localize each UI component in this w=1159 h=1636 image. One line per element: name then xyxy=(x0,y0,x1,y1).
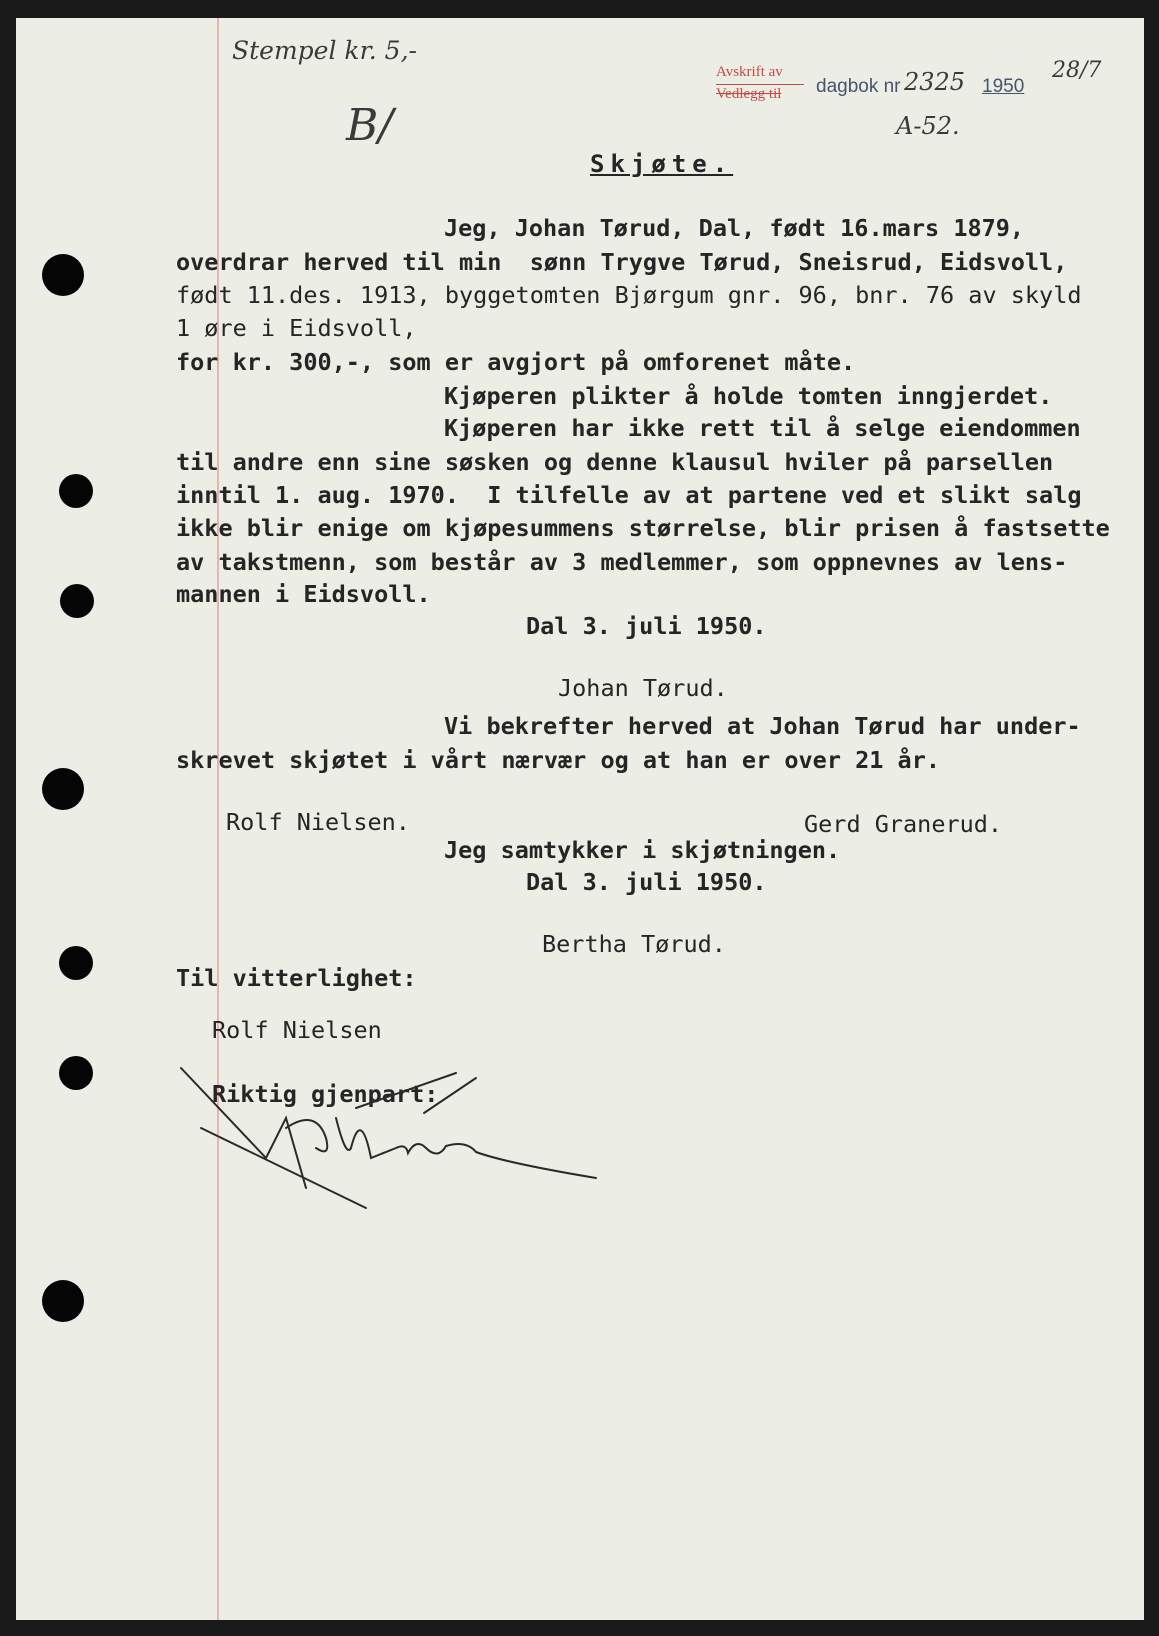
binder-hole xyxy=(59,1056,93,1090)
document-page xyxy=(16,18,1144,1620)
binder-hole xyxy=(42,254,84,296)
attest-name: Rolf Nielsen xyxy=(212,1016,382,1044)
document-title: Skjøte. xyxy=(590,150,734,178)
witness-name: Gerd Granerud. xyxy=(804,810,1003,838)
dagbok-date: 28/7 xyxy=(1052,58,1102,83)
body-line: til andre enn sine søsken og denne klausul hviler på parsellen xyxy=(176,448,1054,476)
stamp-duty-note: Stempel kr. 5,- xyxy=(232,36,417,65)
ref-a-note: A-52. xyxy=(896,112,960,140)
body-line: født 11.des. 1913, byggetomten Bjørgum gnr. 96, bnr. 76 av skyld xyxy=(176,281,1082,309)
stamp-underline xyxy=(716,84,804,85)
ref-b-note: B/ xyxy=(346,100,394,151)
witness-name: Rolf Nielsen. xyxy=(226,808,410,836)
place-date: Dal 3. juli 1950. xyxy=(526,868,767,896)
spouse-signature: Bertha Tørud. xyxy=(542,930,726,958)
body-line: 1 øre i Eidsvoll, xyxy=(176,314,417,342)
binder-hole xyxy=(59,474,93,508)
body-line: inntil 1. aug. 1970. I tilfelle av at partene ved et slikt salg xyxy=(176,481,1082,509)
witness-statement-line: Vi bekrefter herved at Johan Tørud har under- xyxy=(444,712,1081,740)
body-line: mannen i Eidsvoll. xyxy=(176,580,431,608)
dagbok-label: dagbok nr xyxy=(816,76,901,97)
body-line: Jeg, Johan Tørud, Dal, født 16.mars 1879, xyxy=(444,214,1025,242)
handwritten-signature xyxy=(176,1048,636,1218)
dagbok-number: 2325 xyxy=(904,68,966,96)
stamp-label-avskrift: Avskrift av xyxy=(716,64,783,80)
body-line: av takstmenn, som består av 3 medlemmer, som oppnevnes av lens- xyxy=(176,548,1068,576)
stamp-label-vedlegg: Vedlegg til xyxy=(716,86,782,102)
binder-hole xyxy=(60,584,94,618)
binder-hole xyxy=(42,768,84,810)
body-line: overdrar herved til min sønn Trygve Tørud, Sneisrud, Eidsvoll, xyxy=(176,248,1068,276)
consent-line: Jeg samtykker i skjøtningen. xyxy=(444,836,841,864)
attest-label: Til vitterlighet: xyxy=(176,964,417,992)
place-date: Dal 3. juli 1950. xyxy=(526,612,767,640)
binder-hole xyxy=(42,1280,84,1322)
binder-hole xyxy=(59,946,93,980)
dagbok-year: 1950 xyxy=(982,76,1025,97)
witness-statement-line: skrevet skjøtet i vårt nærvær og at han er over 21 år. xyxy=(176,746,941,774)
seller-signature: Johan Tørud. xyxy=(558,674,728,702)
body-line: Kjøperen plikter å holde tomten inngjerdet. xyxy=(444,382,1053,410)
copy-label: Riktig gjenpart: xyxy=(212,1080,439,1108)
body-line: for kr. 300,-, som er avgjort på omforenet måte. xyxy=(176,348,856,376)
body-line: ikke blir enige om kjøpesummens størrelse, blir prisen å fastsette xyxy=(176,514,1110,542)
body-line: Kjøperen har ikke rett til å selge eiendommen xyxy=(444,414,1081,442)
